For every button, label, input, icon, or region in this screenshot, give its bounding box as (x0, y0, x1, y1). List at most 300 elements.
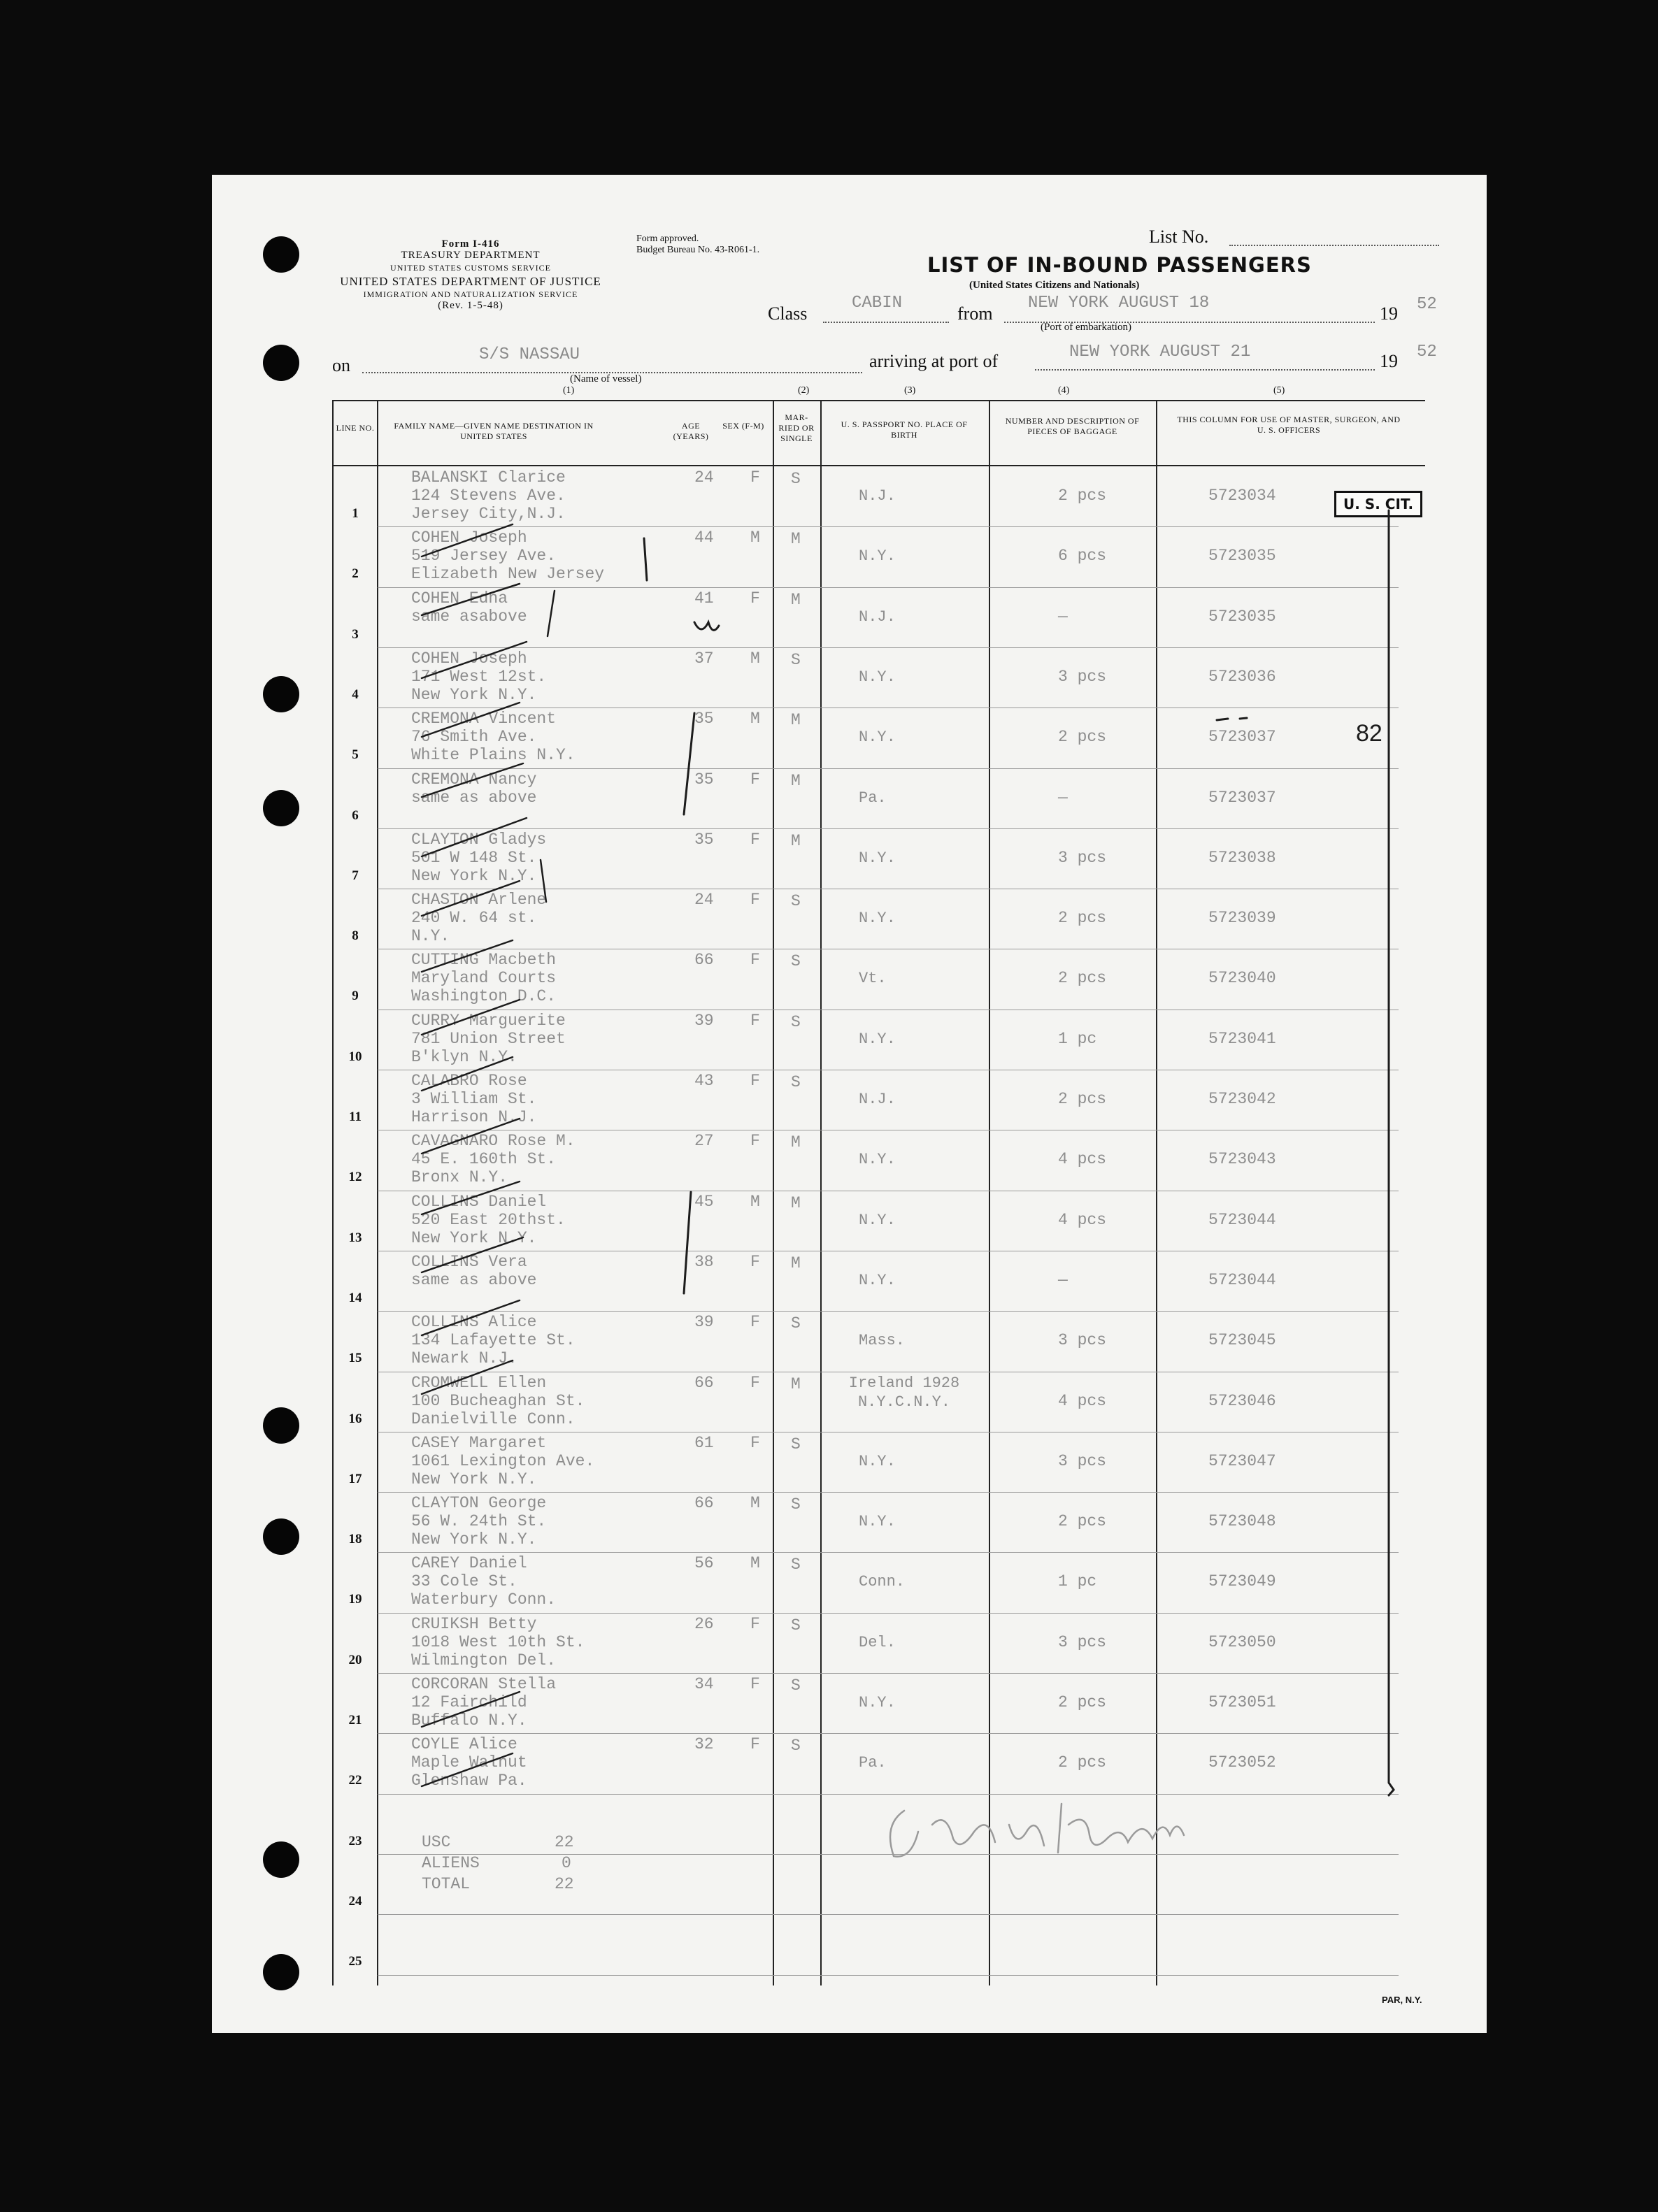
baggage-value: 2 pcs (1058, 909, 1107, 928)
address-line: Maryland Courts (411, 969, 557, 988)
birthplace-value: Vt. (859, 970, 887, 988)
birthplace-value: N.Y. (859, 547, 896, 566)
row-rule (378, 1854, 1399, 1855)
line-number: 14 (348, 1290, 362, 1305)
officer-number: 5723040 (1208, 969, 1276, 988)
line-number: 23 (348, 1833, 362, 1848)
city-line: Elizabeth New Jersey (411, 565, 605, 584)
birthplace-value: N.Y. (859, 1694, 896, 1711)
line-number: 2 (352, 566, 359, 582)
document-title: LIST OF IN-BOUND PASSENGERS (927, 253, 1312, 277)
sex-value: M (750, 1494, 760, 1513)
age-value: 34 (694, 1675, 714, 1693)
totals-total-label: TOTAL (422, 1875, 471, 1893)
sex-value: F (750, 1614, 760, 1633)
age-value: 61 (694, 1433, 714, 1452)
col-header-line: LINE NO. (336, 423, 375, 433)
table-header-rule (332, 465, 1425, 466)
year-value: 52 (1417, 343, 1437, 361)
col-divider (820, 400, 822, 1985)
line-number: 12 (348, 1170, 362, 1185)
row-rule (378, 1975, 1399, 1976)
form-number: Form I-416 (441, 238, 500, 250)
city-line: Waterbury Conn. (411, 1590, 557, 1609)
marital-value: S (791, 1556, 801, 1574)
marital-value: S (791, 1676, 801, 1695)
baggage-value: 2 pcs (1058, 728, 1107, 747)
line-number: 20 (348, 1652, 362, 1667)
address-line: 100 Bucheaghan St. (411, 1391, 585, 1410)
age-value: 45 (694, 1192, 714, 1211)
officer-number: 5723034 (1208, 487, 1276, 505)
birthplace-value: Conn. (859, 1573, 906, 1591)
line-number: 18 (348, 1532, 362, 1547)
age-value: 27 (694, 1132, 714, 1151)
line-number: 6 (352, 807, 359, 823)
address-line: same as above (411, 1270, 537, 1289)
age-value: 35 (694, 710, 714, 728)
row-rule (378, 1492, 1399, 1493)
address-line: 134 Lafayette St. (411, 1331, 576, 1350)
family-name: COLLINS Daniel (411, 1192, 547, 1211)
marital-value: S (791, 952, 801, 971)
officer-number: 5723035 (1208, 607, 1276, 626)
line-number: 8 (352, 928, 359, 944)
totals-usc-value: 22 (555, 1833, 574, 1851)
list-no-field (1229, 245, 1439, 246)
address-line: 45 E. 160th St. (411, 1150, 557, 1169)
baggage-value: 2 pcs (1058, 487, 1107, 505)
footer-imprint: PAR, N.Y. (1382, 1995, 1422, 2005)
line-number: 9 (352, 989, 359, 1004)
baggage-value: 4 pcs (1058, 1210, 1107, 1229)
col-header-passport: U. S. PASSPORT NO. PLACE OF BIRTH (841, 419, 968, 440)
birthplace-value: Del. (859, 1633, 896, 1651)
birthplace-value: N.Y. (859, 1030, 896, 1048)
from-value: NEW YORK AUGUST 18 (1028, 294, 1210, 313)
officer-number: 5723044 (1208, 1270, 1276, 1289)
totals-aliens-label: ALIENS (422, 1854, 480, 1872)
marital-value: M (791, 831, 801, 850)
marital-value: M (791, 1254, 801, 1272)
address-line: 501 W 148 St. (411, 848, 537, 867)
officer-number: 5723049 (1208, 1572, 1276, 1591)
sex-value: F (750, 589, 760, 608)
arriving-value: NEW YORK AUGUST 21 (1069, 343, 1251, 361)
baggage-value: 6 pcs (1058, 547, 1107, 566)
sex-value: F (750, 1675, 760, 1693)
sex-value: F (750, 951, 760, 970)
punch-hole (263, 1954, 299, 1990)
marital-value: M (791, 771, 801, 790)
birthplace-value: Pa. (859, 789, 887, 807)
officer-number: 5723042 (1208, 1090, 1276, 1108)
age-value: 26 (694, 1614, 714, 1633)
family-name: CUTTING Macbeth (411, 951, 557, 970)
city-line: New York N.Y. (411, 685, 537, 704)
baggage-value: 3 pcs (1058, 1331, 1107, 1350)
age-value: 35 (694, 830, 714, 849)
punch-hole (263, 345, 299, 381)
city-line: Jersey City,N.J. (411, 505, 566, 523)
col-divider (377, 400, 378, 1985)
vessel-label: (Name of vessel) (570, 373, 642, 385)
officer-number: 5723038 (1208, 848, 1276, 867)
arriving-field (1035, 369, 1375, 371)
marital-value: S (791, 1737, 801, 1755)
age-value: 56 (694, 1554, 714, 1573)
line-number: 4 (352, 687, 359, 702)
officer-number: 5723046 (1208, 1391, 1276, 1410)
document-subtitle: (United States Citizens and Nationals) (969, 280, 1140, 291)
sex-value: F (750, 1132, 760, 1151)
punch-hole (263, 1518, 299, 1555)
address-line: 124 Stevens Ave. (411, 487, 566, 505)
sex-value: F (750, 891, 760, 910)
address-line: 76 Smith Ave. (411, 728, 537, 747)
family-name: CASEY Margaret (411, 1433, 547, 1452)
marital-value: M (791, 530, 801, 549)
col-mark: (2) (798, 385, 810, 396)
line-number: 21 (348, 1713, 362, 1728)
col-mark: (1) (563, 385, 575, 396)
treasury-dept: TREASURY DEPARTMENT (401, 250, 541, 261)
port-embark-label: (Port of embarkation) (1041, 322, 1131, 333)
sex-value: F (750, 1011, 760, 1030)
class-label: Class (768, 303, 808, 324)
address-line: 56 W. 24th St. (411, 1512, 547, 1531)
row-rule (378, 1733, 1399, 1734)
city-line: Bronx N.Y. (411, 1168, 508, 1187)
baggage-value: 4 pcs (1058, 1391, 1107, 1410)
arriving-label: arriving at port of (869, 351, 999, 371)
sex-value: F (750, 1735, 760, 1754)
age-value: 24 (694, 468, 714, 487)
on-label: on (332, 355, 350, 375)
family-name: CAVAGNARO Rose M. (411, 1132, 576, 1151)
age-value: 24 (694, 891, 714, 910)
col-divider (1156, 400, 1157, 1985)
age-value: 39 (694, 1313, 714, 1332)
birthplace-value: N.Y. (859, 728, 896, 747)
form-approved: Form approved. (636, 234, 699, 244)
city-line: New York N.Y. (411, 1470, 537, 1488)
officer-number: 5723051 (1208, 1693, 1276, 1711)
city-line: B'klyn N.Y. (411, 1047, 517, 1066)
baggage-value: 3 pcs (1058, 667, 1107, 686)
officer-number: 5723044 (1208, 1210, 1276, 1229)
sex-value: F (750, 830, 760, 849)
row-rule (378, 1914, 1399, 1915)
city-line: New York N.Y. (411, 1530, 537, 1549)
punch-hole (263, 676, 299, 712)
col-mark: (5) (1273, 385, 1285, 396)
manifest-page (212, 175, 1487, 2033)
age-value: 66 (694, 951, 714, 970)
family-name: CAREY Daniel (411, 1554, 527, 1573)
baggage-value: 3 pcs (1058, 1451, 1107, 1470)
baggage-value: — (1058, 788, 1068, 807)
family-name: BALANSKI Clarice (411, 468, 566, 487)
address-line: 3 William St. (411, 1090, 537, 1108)
baggage-value: 1 pc (1058, 1572, 1097, 1591)
marital-value: S (791, 1616, 801, 1635)
year-prefix: 19 (1380, 351, 1398, 371)
birthplace-value: N.Y. (859, 1211, 896, 1229)
budget-bureau: Budget Bureau No. 43-R061-1. (636, 245, 760, 255)
sex-value: F (750, 770, 760, 789)
baggage-value: 2 pcs (1058, 1753, 1107, 1772)
sex-value: F (750, 1373, 760, 1392)
age-value: 41 (694, 589, 714, 608)
birthplace-value: N.Y. (859, 1151, 896, 1169)
sex-value: F (750, 1252, 760, 1271)
line-number: 3 (352, 626, 359, 642)
sex-value: F (750, 1313, 760, 1332)
punch-hole (263, 790, 299, 826)
line-number: 17 (348, 1471, 362, 1486)
age-value: 38 (694, 1252, 714, 1271)
age-value: 35 (694, 770, 714, 789)
row-rule (378, 1552, 1399, 1553)
family-name: CLAYTON Gladys (411, 830, 547, 849)
city-line: Washington D.C. (411, 987, 557, 1006)
family-name: CREMONA Nancy (411, 770, 537, 789)
officer-number: 5723037 (1208, 788, 1276, 807)
marital-value: S (791, 1495, 801, 1514)
address-line: 1018 West 10th St. (411, 1632, 585, 1651)
col-mark: (3) (904, 385, 916, 396)
marital-value: S (791, 892, 801, 911)
address-line: 171 West 12st. (411, 667, 547, 686)
line-number: 10 (348, 1049, 362, 1064)
totals-usc-label: USC (422, 1833, 451, 1851)
marital-value: M (791, 590, 801, 609)
family-name: COYLE Alice (411, 1735, 517, 1754)
marital-value: M (791, 711, 801, 730)
baggage-value: 3 pcs (1058, 1632, 1107, 1651)
table-top-rule (332, 400, 1425, 401)
baggage-value: — (1058, 607, 1068, 626)
baggage-value: 2 pcs (1058, 1512, 1107, 1531)
col-header-name: FAMILY NAME—GIVEN NAME DESTINATION IN UNITED STATES (394, 421, 594, 441)
age-value: 66 (694, 1373, 714, 1392)
class-value: CABIN (852, 294, 903, 313)
address-line: same asabove (411, 607, 527, 626)
officer-number: 5723052 (1208, 1753, 1276, 1772)
city-line: Buffalo N.Y. (411, 1711, 527, 1730)
address-line: 240 W. 64 st. (411, 909, 537, 928)
address-line: 33 Cole St. (411, 1572, 517, 1591)
family-name: CURRY Marguerite (411, 1011, 566, 1030)
baggage-value: — (1058, 1270, 1068, 1289)
address-line: 520 East 20thst. (411, 1210, 566, 1229)
age-value: 37 (694, 649, 714, 668)
birthplace-value: N.Y. (859, 1271, 896, 1289)
age-value: 66 (694, 1494, 714, 1513)
address-line: same as above (411, 788, 537, 807)
line-number: 16 (348, 1411, 362, 1426)
line-number: 1 (352, 506, 359, 521)
officer-number: 5723041 (1208, 1029, 1276, 1048)
birthplace-value: N.J. (859, 487, 896, 505)
city-line: New York N.Y. (411, 1228, 537, 1247)
customs-service: UNITED STATES CUSTOMS SERVICE (390, 263, 551, 273)
us-citizen-stamp: U. S. CIT. (1334, 491, 1422, 517)
city-line: N.Y. (411, 927, 450, 946)
row-rule (378, 587, 1399, 588)
col-header-baggage: NUMBER AND DESCRIPTION OF PIECES OF BAGGAGE (1005, 416, 1140, 436)
birthplace-value: Pa. (859, 1754, 887, 1772)
marital-value: S (791, 1012, 801, 1031)
city-line: White Plains N.Y. (411, 746, 576, 765)
sex-value: F (750, 1433, 760, 1452)
row-rule (378, 647, 1399, 648)
address-line: 519 Jersey Ave. (411, 547, 557, 566)
row-rule (378, 526, 1399, 527)
col-header-sex: SEX (F-M) (722, 421, 764, 431)
col-divider (332, 400, 334, 1985)
year-value: 52 (1417, 295, 1437, 314)
age-value: 44 (694, 529, 714, 547)
family-name: CREMONA Vincent (411, 710, 557, 728)
officer-number: 5723048 (1208, 1512, 1276, 1531)
officer-number: 5723036 (1208, 667, 1276, 686)
sex-value: M (750, 649, 760, 668)
col-divider (773, 400, 774, 1985)
col-header-married: MAR-RIED OR SINGLE (778, 412, 815, 443)
city-line: Danielville Conn. (411, 1409, 576, 1428)
punch-hole (263, 1841, 299, 1878)
officer-number: 5723050 (1208, 1632, 1276, 1651)
family-name: CHASTON Arlene (411, 891, 547, 910)
line-number: 15 (348, 1351, 362, 1366)
punch-hole (263, 1407, 299, 1444)
pen-marks (212, 175, 1487, 2033)
line-number: 11 (349, 1109, 362, 1124)
age-value: 43 (694, 1072, 714, 1090)
row-rule (378, 828, 1399, 829)
line-number: 13 (348, 1230, 362, 1245)
family-name: CLAYTON George (411, 1494, 547, 1513)
birthplace-value: N.J. (859, 608, 896, 626)
totals-aliens-value: 0 (562, 1854, 571, 1872)
birthplace-value: Ireland 1928 N.Y.C.N.Y. (848, 1374, 960, 1411)
marital-value: S (791, 1314, 801, 1333)
class-field (823, 322, 949, 323)
officer-number: 5723035 (1208, 547, 1276, 566)
year-prefix: 19 (1380, 303, 1398, 324)
officer-number: 5723037 (1208, 728, 1276, 747)
birthplace-value: N.Y. (859, 910, 896, 928)
list-no-label: List No. (1149, 227, 1209, 247)
baggage-value: 2 pcs (1058, 1693, 1107, 1711)
officer-number: 5723039 (1208, 909, 1276, 928)
age-value: 32 (694, 1735, 714, 1754)
vessel-value: S/S NASSAU (479, 345, 580, 364)
marital-value: S (791, 470, 801, 488)
punch-hole (263, 236, 299, 273)
address-line: Maple Walnut (411, 1753, 527, 1772)
baggage-value: 4 pcs (1058, 1150, 1107, 1169)
from-label: from (957, 303, 993, 324)
sex-value: M (750, 710, 760, 728)
line-number: 25 (348, 1954, 362, 1969)
birthplace-value: N.J. (859, 1091, 896, 1108)
address-line: 12 Fairchild (411, 1693, 527, 1711)
sex-value: M (750, 1192, 760, 1211)
sex-value: M (750, 529, 760, 547)
birthplace-value: Mass. (859, 1332, 906, 1350)
row-rule (378, 1673, 1399, 1674)
line-number: 24 (348, 1893, 362, 1909)
family-name: COLLINS Alice (411, 1313, 537, 1332)
birthplace-value: N.Y. (859, 849, 896, 867)
marital-value: S (791, 650, 801, 669)
margin-note: 82 (1356, 720, 1382, 747)
totals-total-value: 22 (555, 1875, 574, 1893)
line-number: 19 (348, 1592, 362, 1607)
birthplace-value: N.Y. (859, 1452, 896, 1470)
baggage-value: 1 pc (1058, 1029, 1097, 1048)
line-number: 7 (352, 868, 359, 883)
family-name: CROMWELL Ellen (411, 1373, 547, 1392)
family-name: COHEN Joseph (411, 529, 527, 547)
family-name: CORCORAN Stella (411, 1675, 557, 1693)
family-name: CALABRO Rose (411, 1072, 527, 1090)
marital-value: S (791, 1073, 801, 1091)
birthplace-value: N.Y. (859, 668, 896, 686)
row-rule (378, 1311, 1399, 1312)
city-line: Wilmington Del. (411, 1651, 557, 1669)
city-line: New York N.Y. (411, 866, 537, 885)
birthplace-value: N.Y. (859, 1513, 896, 1531)
marital-value: M (791, 1193, 801, 1212)
justice-dept: UNITED STATES DEPARTMENT OF JUSTICE (340, 275, 601, 288)
family-name: CRUIKSH Betty (411, 1614, 537, 1633)
marital-value: M (791, 1133, 801, 1152)
marital-value: S (791, 1435, 801, 1453)
age-value: 39 (694, 1011, 714, 1030)
city-line: Newark N.J. (411, 1349, 517, 1368)
family-name: COHEN Edna (411, 589, 508, 608)
baggage-value: 3 pcs (1058, 848, 1107, 867)
baggage-value: 2 pcs (1058, 969, 1107, 988)
officer-number: 5723047 (1208, 1451, 1276, 1470)
sex-value: F (750, 468, 760, 487)
city-line: Glenshaw Pa. (411, 1772, 527, 1790)
marital-value: M (791, 1374, 801, 1393)
officer-number: 5723045 (1208, 1331, 1276, 1350)
row-rule (378, 768, 1399, 769)
address-line: 781 Union Street (411, 1029, 566, 1048)
row-rule (378, 1613, 1399, 1614)
line-number: 5 (352, 747, 359, 763)
officer-number: 5723043 (1208, 1150, 1276, 1169)
col-header-officers: THIS COLUMN FOR USE OF MASTER, SURGEON, AND U. S. OFFICERS (1177, 415, 1401, 435)
address-line: 1061 Lexington Ave. (411, 1451, 595, 1470)
line-number: 22 (348, 1773, 362, 1788)
city-line: Harrison N.J. (411, 1108, 537, 1126)
col-divider (989, 400, 990, 1985)
baggage-value: 2 pcs (1058, 1090, 1107, 1108)
family-name: COHEN Joseph (411, 649, 527, 668)
row-rule (378, 1794, 1399, 1795)
col-mark: (4) (1058, 385, 1070, 396)
revision: (Rev. 1-5-48) (438, 300, 503, 311)
ins-service: IMMIGRATION AND NATURALIZATION SERVICE (363, 289, 578, 299)
sex-value: F (750, 1072, 760, 1090)
